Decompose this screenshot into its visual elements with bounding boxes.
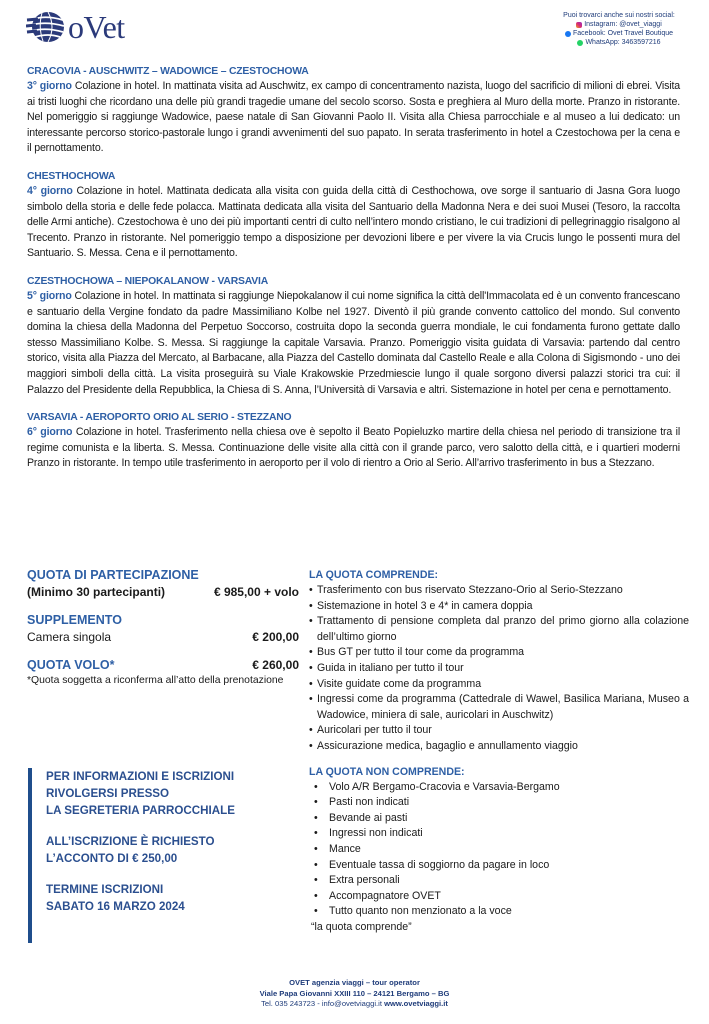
supplement (27, 612, 299, 646)
participation-quote (27, 567, 299, 601)
excludes-tail: “la quota comprende” (311, 920, 412, 933)
participation-price: € 985,00 + volo (213, 585, 299, 599)
instagram-label: Instagram: @ovet_viaggi (584, 21, 662, 28)
list-item: • Assicurazione medica, bagaglio e annullamento viaggio (309, 739, 689, 755)
participation-label: (Minimo 30 partecipanti) (27, 585, 166, 599)
day-label: 5° giorno (27, 289, 72, 302)
logo-text: oVet (68, 9, 125, 45)
supplement-row (27, 629, 299, 646)
list-item: • Mance (309, 842, 689, 858)
list-item: • Auricolari per tutto il tour (309, 723, 689, 739)
section-title: CHESTHOCHOWA (27, 170, 116, 182)
supplement-label: Camera singola (27, 630, 112, 644)
section-text (27, 79, 680, 157)
itinerary-day-5 (27, 274, 680, 398)
info-line: LA SEGRETERIA PARROCCHIALE (46, 804, 235, 817)
info-deadline (46, 881, 288, 915)
itinerary-day-4 (27, 169, 680, 262)
section-text (27, 184, 680, 262)
list-item: • Bus GT per tutto il tour come da programma (309, 645, 689, 661)
list-item: • Volo A/R Bergamo-Cracovia e Varsavia-Bergamo (309, 780, 689, 796)
whatsapp-icon (577, 40, 583, 46)
info-contact (46, 768, 288, 819)
section-title: CRACOVIA - AUSCHWITZ – WADOWICE – CZESTOCHOWA (27, 66, 309, 77)
itinerary-day-3 (27, 64, 680, 157)
section-title: CZESTHOCHOWA – NIEPOKALANOW - VARSAVIA (27, 275, 269, 287)
facebook-icon (565, 31, 571, 37)
flight-price: € 260,00 (252, 658, 299, 672)
itinerary (27, 64, 680, 484)
list-item: • Ingressi non indicati (309, 826, 689, 842)
flight-row (27, 657, 299, 674)
supplement-title: SUPPLEMENTO (27, 613, 122, 627)
list-item: • Pasti non indicati (309, 795, 689, 811)
list-item: • Tutto quanto non menzionato a la voce (309, 904, 689, 920)
instagram-icon (576, 22, 582, 28)
globe-logo-icon (26, 10, 66, 44)
day-description: Colazione in hotel. In mattinata visita ad Auschwitz, ex campo di concentramento nazista, luogo del sacrificio di milioni di ebrei. Visita ai tristi luoghi che ricordano una delle più grandi tragedie umane del secolo scorso. Sosta e preghiera al Muro della morte. Pranzo in ristorante. Nel pomeriggio si raggiunge Wadowice, paese natale di San Giovanni Paolo II. Visita alla Chiesa parrocchiale e al museo a lui dedicato: un interessante percorso storico-pastorale lungo i grandi avvenimenti del suo papato. In serata trasferimento in hotel a Czestochowa per la cena e il pernottamento. (27, 80, 681, 155)
flight-quote (27, 657, 299, 688)
info-line: ALL’ISCRIZIONE È RICHIESTO (46, 835, 215, 848)
whatsapp-link[interactable] (539, 38, 699, 47)
supplement-price: € 200,00 (252, 630, 299, 644)
list-item: • Eventuale tassa di soggiorno da pagare in loco (309, 858, 689, 874)
section-text (27, 289, 680, 398)
itinerary-day-6 (27, 410, 680, 472)
list-item: • Visite guidate come da programma (309, 677, 689, 693)
flight-title: QUOTA VOLO* (27, 658, 115, 672)
facebook-label: Facebook: Ovet Travel Boutique (573, 30, 673, 37)
pricing (27, 567, 299, 699)
quote-details (309, 568, 689, 935)
day-description: Colazione in hotel. Trasferimento nella chiesa ove è sepolto il Beato Popieluzko martire della chiesa nel periodo di transizione tra il regime comunista e la liberta. S. Messa. Continuazione delle visite alla città con il grande parco, vero salotto della città, e i quartieri moderni Pranzo in ristorante. In tempo utile trasferimento in aeroporto per il volo di rientro a Orio al Serio. All’arrivo trasferimento in bus a Stezzano. (27, 426, 681, 470)
day-label: 3° giorno (27, 80, 72, 92)
info-line: SABATO 16 MARZO 2024 (46, 900, 185, 913)
day-label: 4° giorno (27, 184, 73, 197)
section-title: VARSAVIA - AEROPORTO ORIO AL SERIO - STEZZANO (27, 412, 292, 424)
list-item: • Guida in italiano per tutto il tour (309, 661, 689, 677)
footer-company: OVET agenzia viaggi – tour operator (289, 978, 420, 987)
footer-contacts (0, 999, 709, 1010)
footer-phone-email[interactable]: Tel. 035 243723 - info@ovetviaggi.it (261, 999, 382, 1008)
excludes-title: LA QUOTA NON COMPRENDE: (309, 765, 465, 778)
list-item: • Extra personali (309, 873, 689, 889)
ovet-logo (26, 10, 125, 44)
social-links (539, 11, 699, 47)
day-description: Colazione in hotel. In mattinata si raggiunge Niepokalanow il cui nome significa la città dell'Immacolata ed è un convento francescano e santuario della Vergine fondato da padre Massimiliano Kolbe nel 1927. Diventò il più grande convento cattolico del mondo. Sul convento domina la chiesa della Madonna del Perpetuo Soccorso, costruita dopo la seconda guerra mondiale, le cui fondamenta furono gettate dallo stesso Massimiliano Kolbe. S. Messa. Si raggiunge la capitale Varsavia. Pranzo. Pomeriggio visita guidata di Varsavia: partendo dal centro storico, visita alla Piazza del Mercato, al Barbacane, alla Piazza del Castello dominata dal Castello Reale e alla Colona di Sigismondo - uno dei maggiori simboli della città. La visita proseguirà su Viale Krakowskie Przedmiescie lungo il quale sorgono diversi palazzi storici tra cui: il Palazzo del Presidente della Repubblica, la Chiesa di S. Anna, l’Università di Varsavia e altri. Sistemazione in hotel per cena e pernottamento. (27, 289, 680, 396)
excludes-list (309, 780, 689, 920)
participation-row (27, 584, 299, 601)
info-deposit (46, 833, 288, 867)
participation-title: QUOTA DI PARTECIPAZIONE (27, 568, 199, 582)
registration-info-box (28, 768, 288, 943)
footer-address: Viale Papa Giovanni XXIII 110 – 24121 Bergamo – BG (259, 988, 450, 998)
footer-website-link[interactable]: www.ovetviaggi.it (384, 999, 448, 1008)
section-text (27, 425, 680, 472)
day-label: 6° giorno (27, 426, 73, 439)
social-intro: Puoi trovarci anche sui nostri social: (563, 12, 675, 19)
facebook-link[interactable] (539, 29, 699, 38)
includes-list (309, 583, 689, 755)
flight-note: *Quota soggetta a riconferma all’atto della prenotazione (27, 675, 284, 686)
day-description: Colazione in hotel. Mattinata dedicata alla visita con guida della città di Cesthochowa, ove sorge il santuario di Jasna Gora luogo simbolo della storia e delle fede polacca. Mattinata dedicata alla visita del Santuario della Madonna Nera e dei suoi Musei (Tesoro, la raccolta delle Armi antiche). Czestochowa è uno dei più importanti centri di culto nell’intero mondo cristiano, le cui tradizioni di pellegrinaggio risalgono al Trecento. Pranzo in ristorante. Nel pomeriggio tempo a disposizione per devozioni libere e per vivere la via Crucis lungo le possenti mura del Santuario. S. Messa. Cena e il pernottamento. (27, 184, 681, 260)
includes-title: LA QUOTA COMPRENDE: (309, 569, 439, 581)
info-line: RIVOLGERSI PRESSO (46, 787, 170, 800)
list-item: • Sistemazione in hotel 3 e 4* in camera doppia (309, 599, 689, 615)
list-item: • Accompagnatore OVET (309, 889, 689, 905)
list-item: • Bevande ai pasti (309, 811, 689, 827)
instagram-link[interactable] (539, 20, 699, 29)
list-item: • Trattamento di pensione completa dal pranzo del primo giorno alla colazione dell’ultimo giorno (309, 614, 689, 645)
info-line: TERMINE ISCRIZIONI (46, 883, 164, 896)
whatsapp-label: WhatsApp: 3463597216 (585, 39, 661, 46)
info-line: L’ACCONTO DI € 250,00 (46, 852, 178, 865)
list-item: • Trasferimento con bus riservato Stezzano-Orio al Serio-Stezzano (309, 583, 689, 599)
list-item: • Ingressi come da programma (Cattedrale di Wawel, Basilica Mariana, Museo a Wadowice, miniera di sale, auricolari in Auschwitz) (309, 692, 689, 723)
footer (0, 978, 709, 1010)
info-line: PER INFORMAZIONI E ISCRIZIONI (46, 770, 235, 783)
